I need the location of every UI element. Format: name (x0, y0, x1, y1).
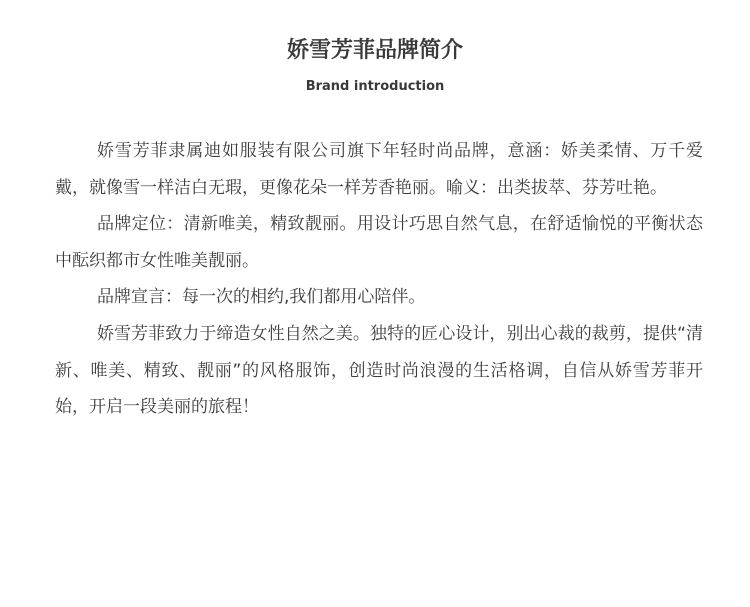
page-subtitle: Brand introduction (305, 79, 445, 94)
paragraph-brand-slogan: 品牌宣言：每一次的相约,我们都用心陪伴。 (97, 287, 426, 308)
page-title: 娇雪芳菲品牌简介 (286, 38, 463, 63)
intro-body (55, 133, 703, 426)
paragraph-brand-positioning: 品牌定位：清新唯美，精致靓丽。用设计巧思自然气息，在舒适愉悦的平衡状态中酝织都市女性唯美靓丽。 (55, 214, 703, 271)
paragraph-brand-mission: 娇雪芳菲致力于缔造女性自然之美。独特的匠心设计，别出心裁的裁剪，提供“清新、唯美、精致、靓丽”的风格服饰，创造时尚浪漫的生活格调，自信从娇雪芳菲开始，开启一段美丽的旅程！ (55, 323, 703, 418)
paragraph-brand-meaning: 娇雪芳菲隶属迪如服装有限公司旗下年轻时尚品牌，意涵：娇美柔情、万千爱戴，就像雪一样洁白无瑕，更像花朵一样芳香艳丽。喻义：出类拔萃、芬芳吐艳。 (55, 141, 703, 198)
